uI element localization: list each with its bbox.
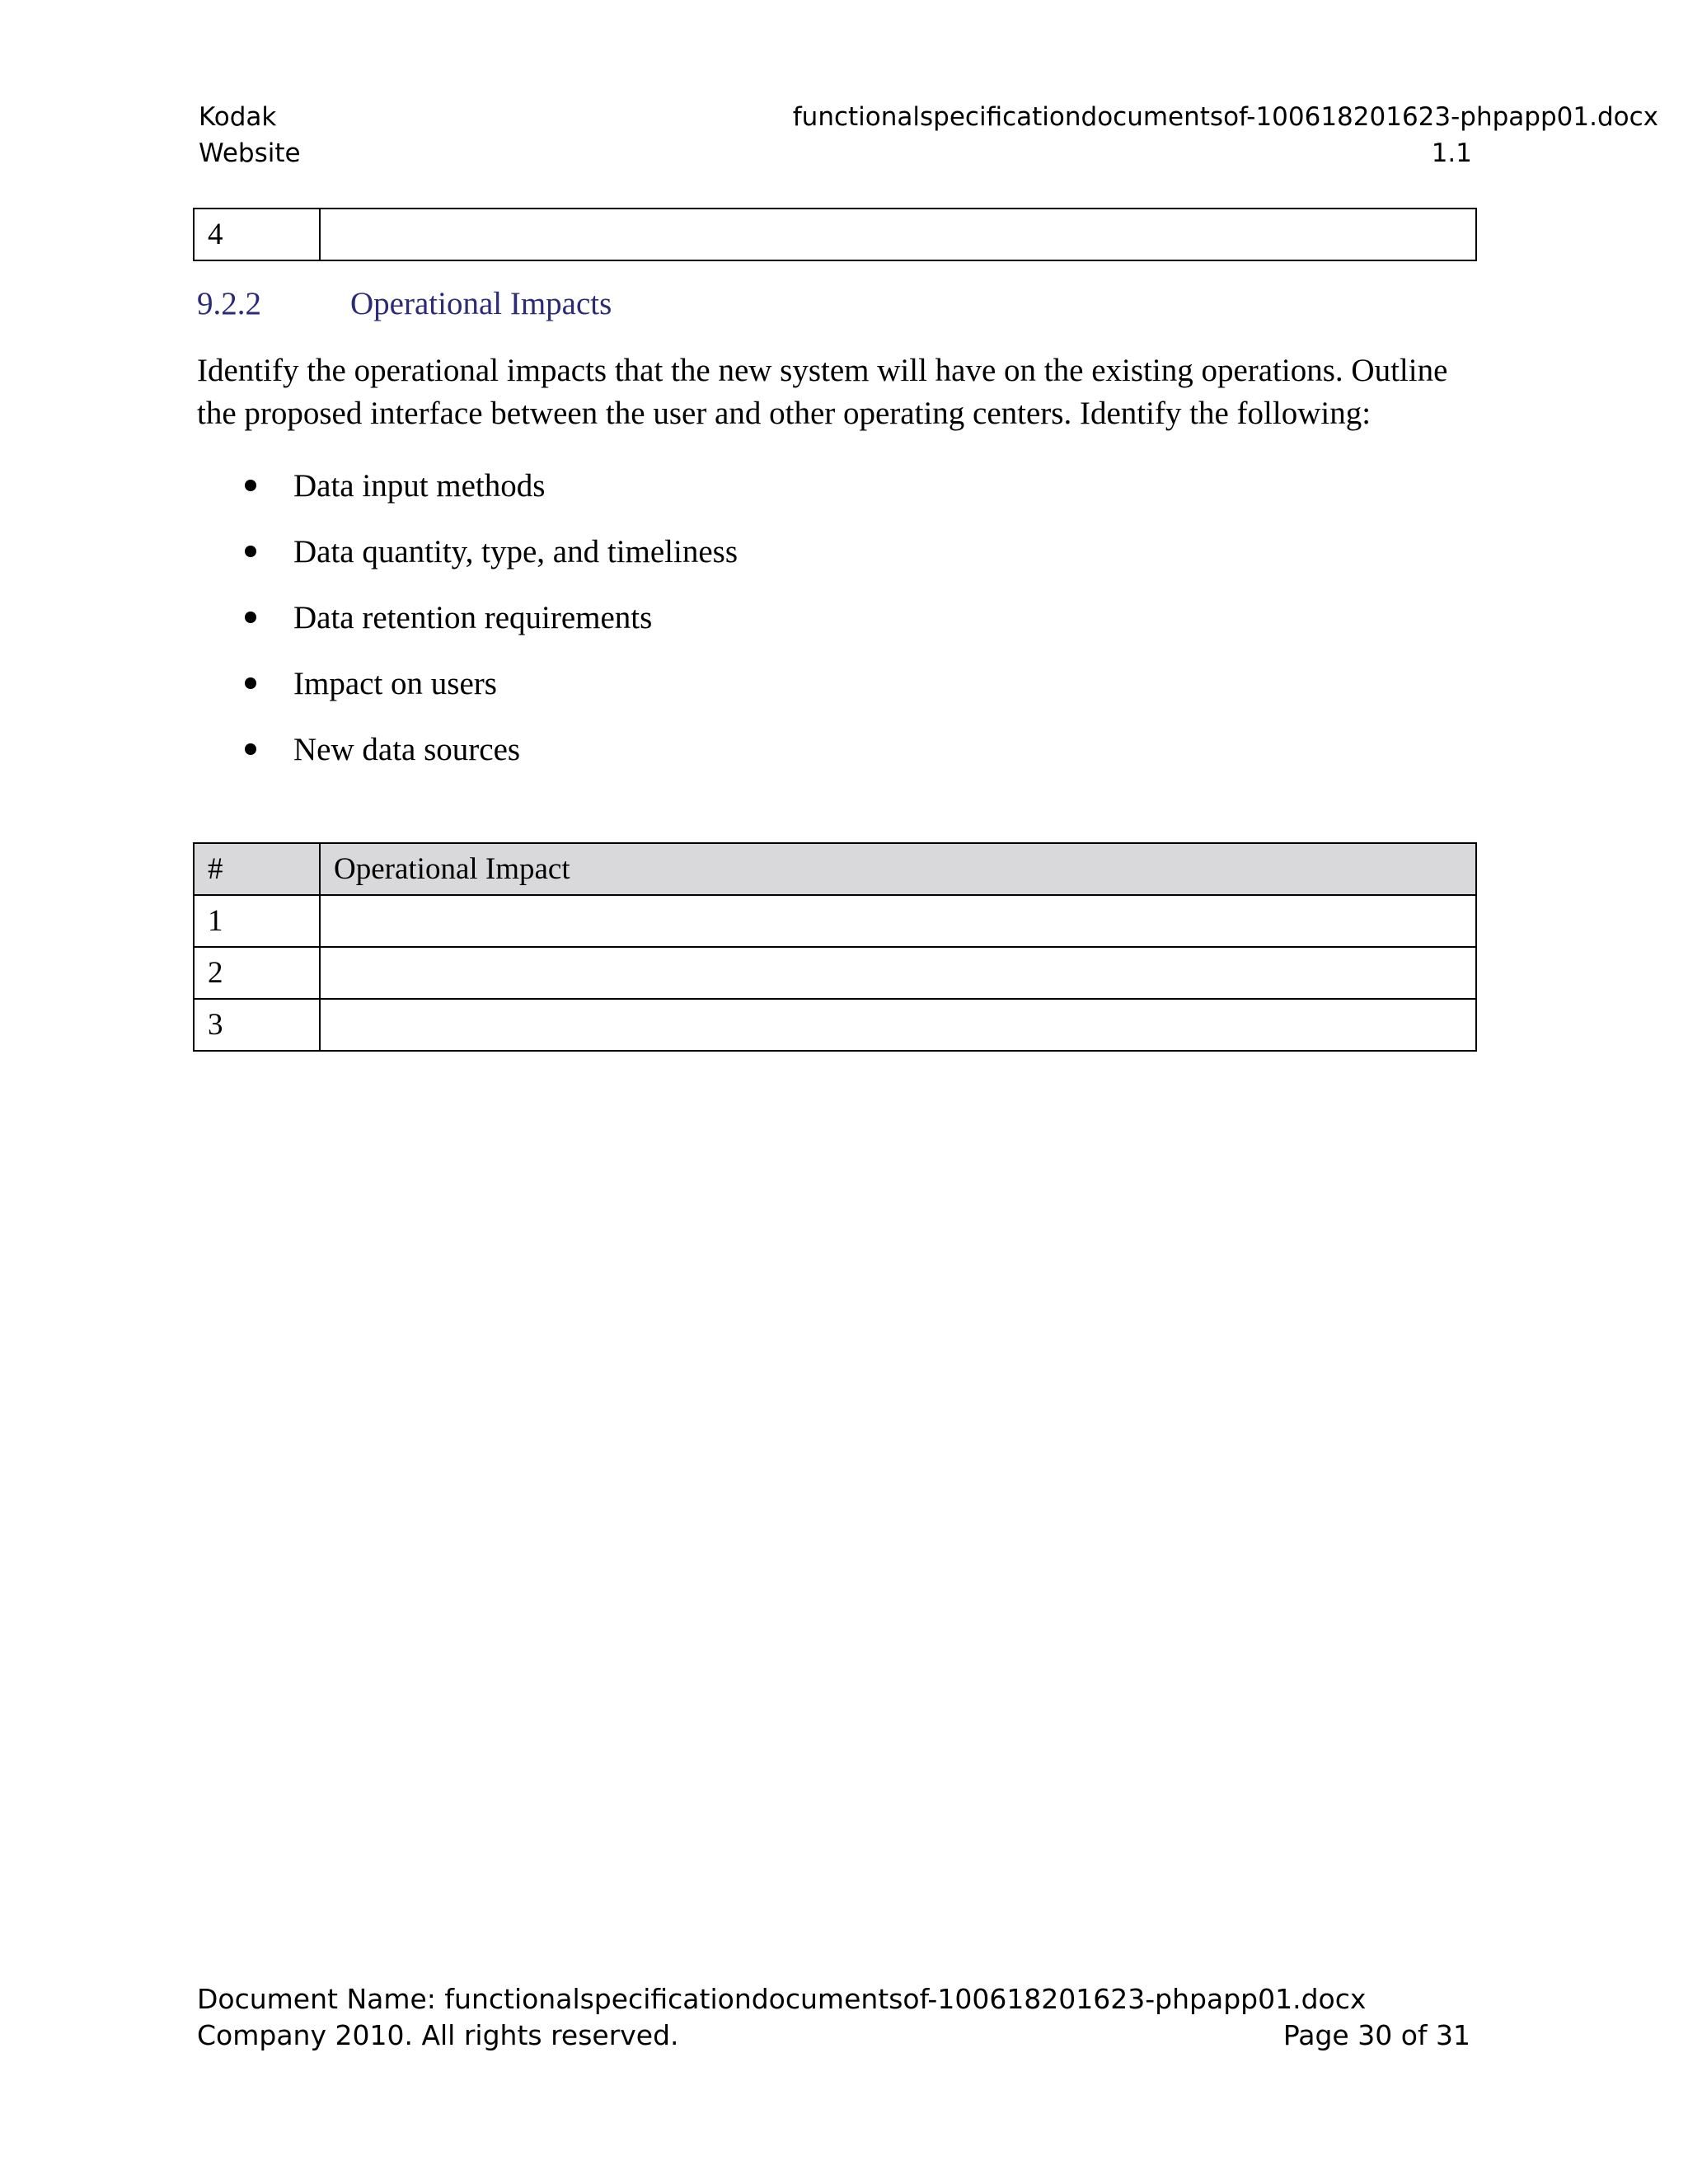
table-row bbox=[194, 999, 1476, 1051]
table-cell-number: 4 bbox=[194, 209, 320, 260]
intro-paragraph: Identify the operational impacts that the new system will have on the existing operations. Outline the proposed interface between the user and other operating centers. Identify the following: bbox=[197, 353, 1448, 431]
header-right bbox=[793, 99, 1658, 171]
table-row bbox=[194, 209, 1476, 260]
bullet-icon bbox=[245, 480, 256, 491]
list-item-text: Data input methods bbox=[293, 468, 546, 504]
list-item-text: New data sources bbox=[293, 732, 521, 767]
operational-impact-table bbox=[193, 842, 1477, 1052]
footer-page-number: Page 30 of 31 bbox=[1282, 2019, 1470, 2051]
section-heading bbox=[197, 285, 612, 322]
header-filename: functionalspecificationdocumentsof-100618201623-phpapp01.docx bbox=[792, 102, 1658, 132]
list-item bbox=[197, 462, 738, 527]
section-number: 9.2.2 bbox=[197, 286, 261, 321]
header-project: Website bbox=[199, 138, 301, 168]
header-version: 1.1 bbox=[1431, 138, 1472, 168]
column-header-impact: Operational Impact bbox=[320, 843, 1476, 895]
bullet-icon bbox=[245, 612, 256, 623]
list-item-text: Impact on users bbox=[293, 666, 497, 701]
bullet-icon bbox=[245, 546, 256, 557]
table-cell-impact bbox=[320, 895, 1476, 947]
column-header-number: # bbox=[194, 843, 320, 895]
table-cell-impact bbox=[320, 999, 1476, 1051]
list-item-text: Data quantity, type, and timeliness bbox=[293, 534, 738, 569]
table-header-row bbox=[194, 843, 1476, 895]
header-left bbox=[199, 99, 301, 171]
table-cell-number: 2 bbox=[194, 947, 320, 999]
continued-table bbox=[193, 208, 1477, 261]
list-item bbox=[197, 593, 738, 659]
bullet-icon bbox=[245, 743, 256, 755]
table-cell-impact bbox=[320, 947, 1476, 999]
header-company: Kodak bbox=[199, 102, 277, 132]
page-footer bbox=[197, 1981, 1470, 2054]
table-cell-content bbox=[320, 209, 1476, 260]
section-title: Operational Impacts bbox=[350, 286, 612, 321]
footer-copyright: Company 2010. All rights reserved. bbox=[197, 2019, 679, 2051]
bullet-list bbox=[197, 462, 738, 791]
table-cell-number: 1 bbox=[194, 895, 320, 947]
table-row bbox=[194, 947, 1476, 999]
list-item-text: Data retention requirements bbox=[293, 600, 653, 635]
footer-document-name: Document Name: functionalspecificationdocumentsof-100618201623-phpapp01.docx bbox=[197, 1983, 1367, 2015]
list-item bbox=[197, 659, 738, 725]
list-item bbox=[197, 527, 738, 593]
footer-row bbox=[197, 2018, 1470, 2054]
bullet-icon bbox=[245, 677, 256, 689]
list-item bbox=[197, 725, 738, 791]
table-row bbox=[194, 895, 1476, 947]
table-cell-number: 3 bbox=[194, 999, 320, 1051]
